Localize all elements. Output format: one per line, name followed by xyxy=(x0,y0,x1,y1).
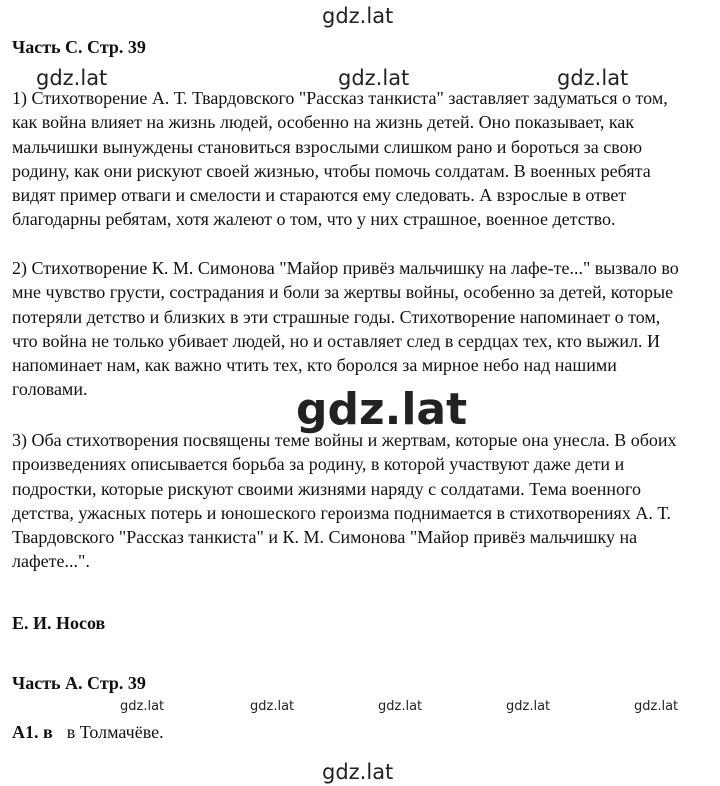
paragraph-line: мальчишки вынуждены становиться взрослыми слишком рано и бороться за свою xyxy=(12,136,643,157)
watermark: gdz.lat xyxy=(120,699,165,714)
paragraph-line: напоминает нам, как важно чтить тех, кто боролся за мирное небо над нашими xyxy=(12,355,617,376)
watermark: gdz.lat xyxy=(634,699,679,714)
answer-a1 xyxy=(12,723,164,741)
answer-paragraph-1 xyxy=(12,86,712,232)
watermark: gdz.lat xyxy=(338,66,410,90)
paragraph-line: родину, как они рискуют своей жизнью, чтобы помочь солдатам. В военных ребята xyxy=(12,160,651,181)
watermark: gdz.lat xyxy=(378,699,423,714)
paragraph-line: 1) Стихотворение А. Т. Твардовского "Рассказ танкиста" заставляет задуматься о том, xyxy=(12,88,668,108)
section-heading-part-c: Часть С. Стр. 39 xyxy=(12,37,146,57)
paragraph-line: 2) Стихотворение К. М. Симонова "Майор привёз мальчишку на лафе-те..." вызвало во xyxy=(12,258,679,278)
watermark-top: gdz.lat xyxy=(322,4,394,28)
watermark: gdz.lat xyxy=(557,66,629,90)
paragraph-line: что война не только убивает людей, но и оставляет след в сердцах тех, кто выжил. И xyxy=(12,330,660,351)
paragraph-line: видят пример отваги и смелости и стараются ему следовать. А взрослые в ответ xyxy=(12,185,627,206)
paragraph-line: головами. xyxy=(12,379,88,400)
watermark-bottom: gdz.lat xyxy=(322,760,394,784)
answer-paragraph-3 xyxy=(12,428,712,574)
watermark: gdz.lat xyxy=(36,66,108,90)
watermark: gdz.lat xyxy=(506,699,551,714)
answer-text: в Толмачёве. xyxy=(66,722,164,742)
paragraph-line: произведениях описывается борьба за родину, в которой участвуют даже дети и xyxy=(12,454,625,475)
author-heading: Е. И. Носов xyxy=(12,613,106,633)
paragraph-line: мне чувство грусти, сострадания и боли за жертвы войны, особенно за детей, которые xyxy=(12,282,674,303)
paragraph-line: детства, ужасных потерь и юношеского героизма поднимается в стихотворениях А. Т. xyxy=(12,502,672,523)
paragraph-line: Твардовского "Рассказ танкиста" и К. М. Симонова "Майор привёз мальчишку на xyxy=(12,527,638,548)
answer-key: А1. в xyxy=(12,722,53,742)
paragraph-line: потеряли детство и близких в эти страшные годы. Стихотворение напоминает о том, xyxy=(12,306,661,327)
paragraph-line: как война влияет на жизнь людей, особенно на жизнь детей. Оно показывает, как xyxy=(12,112,635,133)
paragraph-line: лафете...". xyxy=(12,551,90,572)
paragraph-line: благодарны ребятам, хотя жалеют о том, что у них страшное, военное детство. xyxy=(12,209,616,230)
paragraph-line: подростки, которые рискуют своими жизнями наряду с солдатами. Тема военного xyxy=(12,478,641,499)
watermark: gdz.lat xyxy=(250,699,295,714)
answer-paragraph-2 xyxy=(12,256,712,402)
section-heading-part-a: Часть А. Стр. 39 xyxy=(12,673,146,693)
paragraph-line: 3) Оба стихотворения посвящены теме войны и жертвам, которые она унесла. В обоих xyxy=(12,430,677,450)
watermark-center: gdz.lat xyxy=(296,384,468,435)
